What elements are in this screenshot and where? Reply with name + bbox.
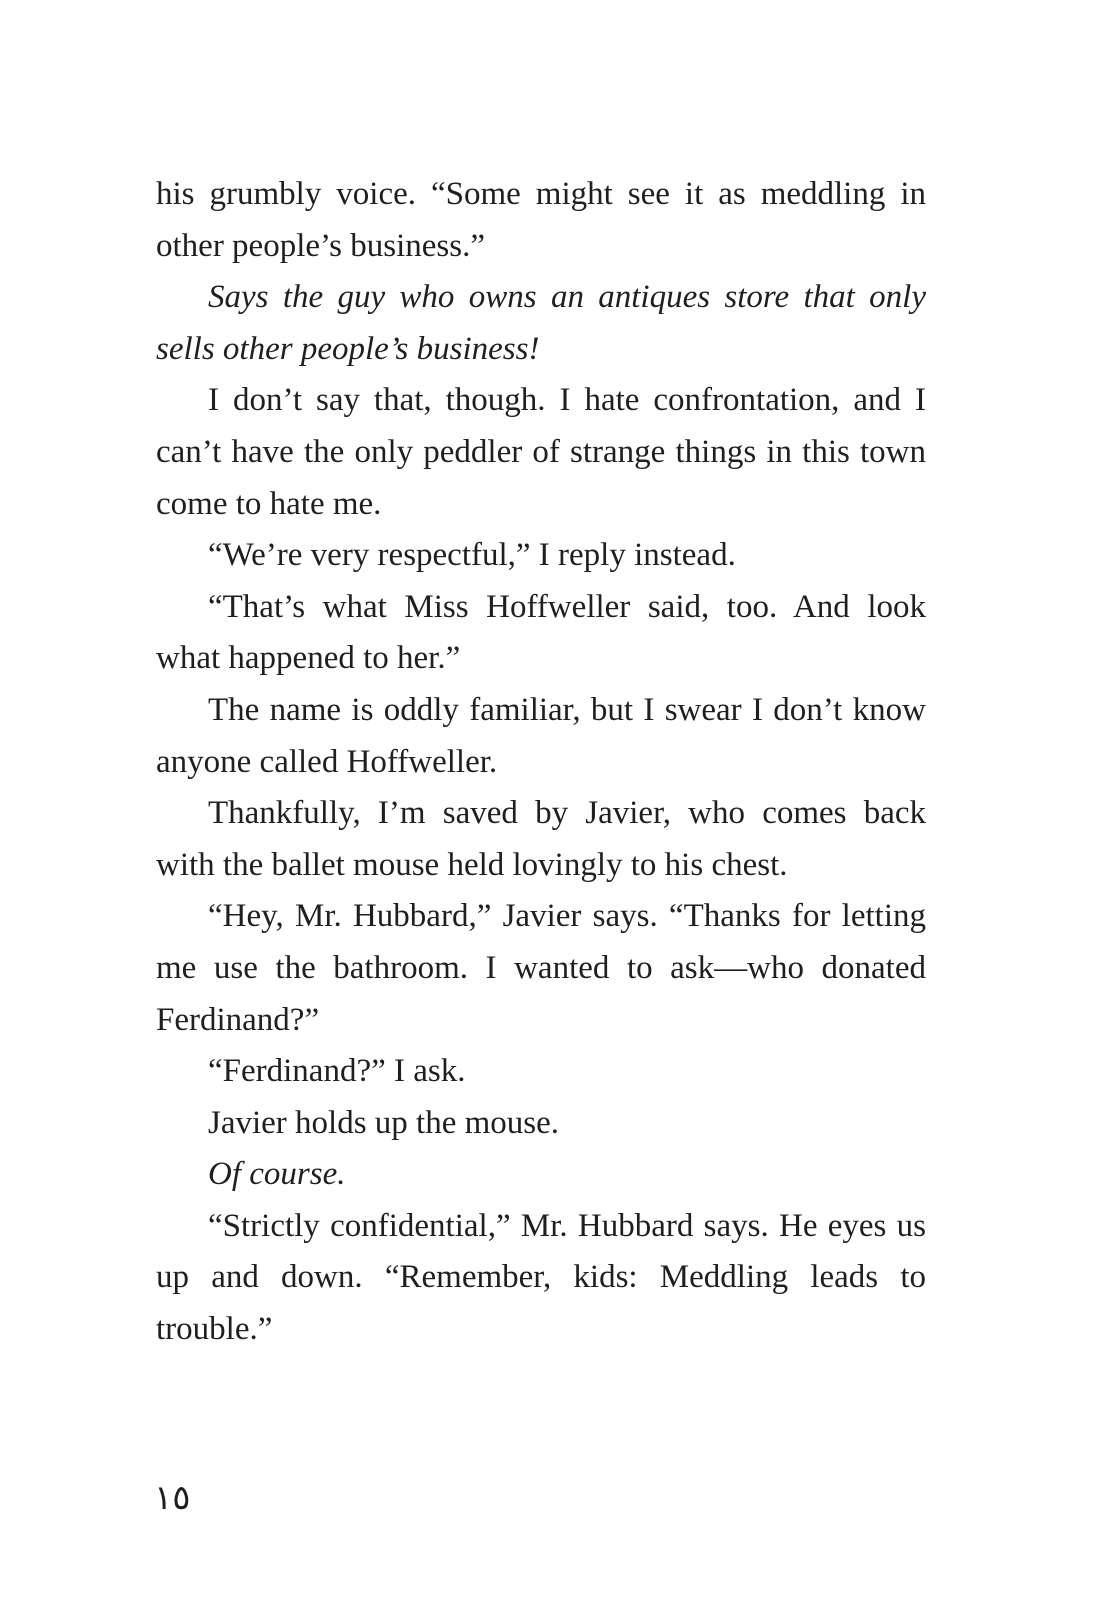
paragraph-8: “Hey, Mr. Hubbard,” Javier says. “Thanks for letting me use the bathroom. I wanted to ask—who donated Ferdinand?”: [156, 898, 926, 1038]
paragraph-3: I don’t say that, though. I hate confrontation, and I can’t have the only peddler of strange things in this town come to hate me.: [156, 382, 926, 522]
paragraph-2: Says the guy who owns an antiques store that only sells other people’s business!: [156, 279, 926, 367]
paragraph-1: his grumbly voice. “Some might see it as meddling in other people’s business.”: [156, 176, 926, 264]
paragraph-5: “That’s what Miss Hoffweller said, too. And look what happened to her.”: [156, 588, 926, 677]
paragraph-7: Thankfully, I’m saved by Javier, who comes back with the ballet mouse held lovingly to his chest.: [156, 795, 926, 883]
body-text: [156, 169, 926, 1356]
paragraph-10: Javier holds up the mouse.: [208, 1104, 560, 1141]
paragraph-6: The name is oddly familiar, but I swear I don’t know anyone called Hoffweller.: [156, 691, 926, 780]
paragraph-12: “Strictly confidential,” Mr. Hubbard says. He eyes us up and down. “Remember, kids: Meddling leads to trouble.”: [156, 1207, 926, 1348]
paragraph-9: “Ferdinand?” I ask.: [208, 1053, 466, 1090]
paragraph-4: “We’re very respectful,” I reply instead.: [208, 537, 736, 574]
page-number: ١٥: [154, 1478, 191, 1518]
paragraph-11: Of course.: [208, 1156, 346, 1193]
